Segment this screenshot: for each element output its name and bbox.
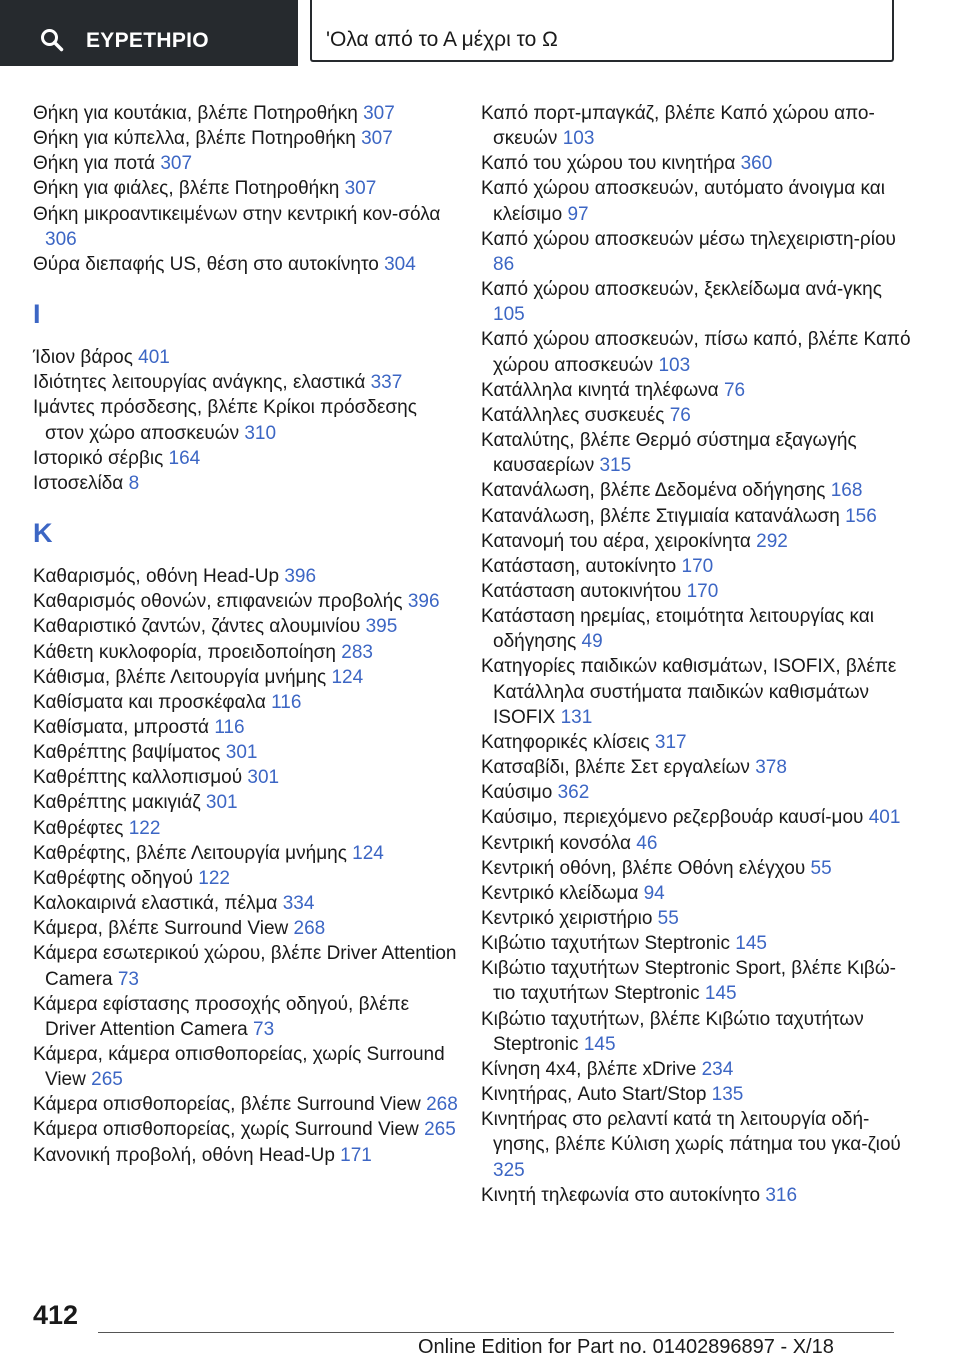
- index-entry-text: Κεντρικό χειριστήριο: [481, 908, 658, 929]
- index-entry-text: Καθρέπτης βαψίματος: [33, 742, 226, 764]
- index-entry-text: Καύσιμο: [481, 782, 558, 804]
- index-entry: [33, 370, 458, 395]
- page-link[interactable]: 268: [426, 1094, 458, 1116]
- index-entry: [33, 740, 458, 765]
- index-entry-text: Κάθισμα, βλέπε Λειτουργία μνήμης: [33, 666, 332, 688]
- page-link[interactable]: 306: [45, 228, 77, 250]
- search-icon: [40, 28, 64, 52]
- index-entry-text: Καθρέφτης, βλέπε Λειτουργία μνήμης: [33, 842, 353, 864]
- index-entry: [481, 805, 911, 830]
- page-link[interactable]: 122: [128, 817, 161, 839]
- index-entry: [33, 841, 458, 866]
- index-entry: [33, 345, 458, 370]
- index-entry-text: Κατηφορικές κλίσεις: [481, 731, 655, 753]
- page-link[interactable]: 116: [214, 716, 245, 738]
- index-entry-text: Θήκη για φιάλες, βλέπε Ποτηροθήκη: [33, 178, 345, 200]
- page-link[interactable]: 401: [138, 347, 170, 369]
- index-entry-text: Καλοκαιρινά ελαστικά, πέλμα: [33, 893, 283, 915]
- index-entry-text: Κιβώτιο ταχυτήτων Steptronic: [481, 933, 736, 955]
- index-entry: [481, 1057, 911, 1082]
- index-entry: [481, 504, 911, 529]
- index-entry: [481, 478, 911, 503]
- page-link[interactable]: 116: [271, 691, 302, 713]
- page-link[interactable]: 170: [686, 580, 719, 602]
- index-entry: [33, 916, 458, 941]
- index-entry-text: Κάθετη κυκλοφορία, προειδοποίηση: [33, 641, 342, 663]
- index-entry-text: Κατάσταση, αυτοκίνητο: [481, 555, 682, 577]
- index-entry: [481, 755, 911, 780]
- index-entry-text: Θύρα διεπαφής US, θέση στο αυτοκίνητο: [33, 253, 385, 275]
- page-link[interactable]: 131: [560, 706, 593, 728]
- index-entry-text: Θήκη μικροαντικειμένων στην κεντρική κον‐σόλα: [33, 203, 441, 225]
- index-entry: [481, 1183, 911, 1208]
- page-link[interactable]: 168: [830, 480, 863, 502]
- page-link[interactable]: 396: [284, 566, 317, 588]
- index-entry-text: Κανονική προβολή, οθόνη Head-Up: [33, 1144, 341, 1166]
- page-link[interactable]: 310: [244, 422, 277, 444]
- index-entry: [33, 126, 458, 151]
- index-entry: [33, 614, 458, 639]
- page-link[interactable]: 76: [669, 404, 691, 426]
- subtitle-tab: [310, 0, 894, 62]
- subtitle-label: 'Ολα από το Α μέχρι το Ω: [326, 28, 558, 51]
- page-link[interactable]: 317: [654, 731, 687, 753]
- index-entry: [33, 765, 458, 790]
- page-link[interactable]: 307: [363, 103, 395, 124]
- page-link[interactable]: 265: [424, 1119, 456, 1141]
- index-entry-text: Καπό χώρου αποσκευών μέσω τηλεχειριστη‐ρίου: [481, 228, 896, 250]
- page-link[interactable]: 8: [128, 472, 140, 494]
- index-entry-text: Κάμερα, βλέπε Surround View: [33, 918, 294, 940]
- page-link[interactable]: 337: [370, 372, 403, 394]
- index-entry-text: Καθρέφτες: [33, 817, 129, 839]
- index-entry-text: Καπό χώρου αποσκευών, ξεκλείδωμα ανά‐γκης: [481, 279, 882, 301]
- index-entry: [481, 730, 911, 755]
- page-link[interactable]: 234: [701, 1058, 734, 1080]
- index-entry: [33, 790, 458, 815]
- index-entry-text: Κιβώτιο ταχυτήτων Steptronic Sport, βλέπε Κιβώ‐τιο ταχυτήτων Steptronic: [481, 958, 897, 1005]
- index-entry: [33, 252, 458, 277]
- index-entry: [481, 604, 911, 654]
- page-link[interactable]: 307: [361, 128, 393, 150]
- page-link[interactable]: 292: [756, 530, 788, 552]
- index-entry: [33, 866, 458, 891]
- page-link[interactable]: 307: [160, 153, 193, 175]
- index-entry: [33, 471, 458, 496]
- index-entry: [481, 227, 911, 277]
- page-header: [0, 0, 960, 66]
- index-entry-text: Κατάσταση ηρεμίας, ετοιμότητα λειτουργίας και οδήγησης: [481, 606, 874, 653]
- page-link[interactable]: 86: [493, 253, 515, 275]
- index-entry-text: Κατανάλωση, βλέπε Δεδομένα οδήγησης: [481, 480, 831, 502]
- index-entry-text: Καθρέφτης οδηγού: [33, 867, 199, 889]
- index-entry: [481, 403, 911, 428]
- index-entry-text: Κάμερα οπισθοπορείας, χωρίς Surround View: [33, 1119, 425, 1141]
- page-link[interactable]: 94: [643, 882, 665, 904]
- index-entry-text: Κατηγορίες παιδικών καθισμάτων, ISOFIX, βλέπε Κατάλληλα συστήματα παιδικών καθισμάτων ISOFIX: [481, 656, 897, 728]
- page-link[interactable]: 265: [91, 1069, 123, 1091]
- index-entry: [33, 589, 458, 614]
- page-link[interactable]: 55: [657, 908, 679, 929]
- index-entry-text: Ιμάντες πρόσδεσης, βλέπε Κρίκοι πρόσδεσης στον χώρο αποσκευών: [33, 397, 417, 444]
- header-rule: [0, 64, 298, 66]
- index-entry-text: Καθρέπτης καλλοπισμού: [33, 767, 248, 789]
- index-entry-text: Κατάσταση αυτοκινήτου: [481, 580, 687, 602]
- page-link[interactable]: 171: [340, 1144, 372, 1166]
- index-entry-text: Κατανομή του αέρα, χειροκίνητα: [481, 530, 757, 552]
- page-link[interactable]: 156: [845, 505, 877, 527]
- page-link[interactable]: 145: [704, 983, 737, 1005]
- page-link[interactable]: 307: [344, 178, 377, 200]
- index-entry: [33, 816, 458, 841]
- index-entry: [481, 931, 911, 956]
- index-entry-text: Θήκη για κύπελλα, βλέπε Ποτηροθήκη: [33, 128, 362, 150]
- index-entry-text: Καταλύτης, βλέπε Θερμό σύστημα εξαγωγής καυσαερίων: [481, 430, 857, 477]
- index-entry: [481, 529, 911, 554]
- index-entry-text: Καθρέπτης μακιγιάζ: [33, 792, 206, 814]
- index-entry-text: Κάμερα, κάμερα οπισθοπορείας, χωρίς Surround View: [33, 1044, 445, 1091]
- index-entry: [481, 856, 911, 881]
- page-link[interactable]: 378: [755, 757, 787, 779]
- index-entry: [33, 640, 458, 665]
- page-number: 412: [33, 1300, 79, 1330]
- index-entry: [481, 780, 911, 805]
- index-entry-text: Ιστορικό σέρβις: [33, 447, 169, 469]
- index-entry: [481, 101, 911, 151]
- index-entry: [481, 327, 911, 377]
- index-entry-text: Κατάλληλα κινητά τηλέφωνα: [481, 379, 724, 401]
- index-entry: [481, 277, 911, 327]
- index-entry: [481, 1082, 911, 1107]
- index-entry: [33, 1042, 458, 1092]
- index-entry-text: Κινητή τηλεφωνία στο αυτοκίνητο: [481, 1184, 766, 1206]
- page-link[interactable]: 105: [493, 304, 525, 326]
- index-entry: [33, 891, 458, 916]
- page-link[interactable]: 135: [711, 1084, 744, 1106]
- index-entry-text: Καθίσματα, μπροστά: [33, 716, 215, 738]
- index-column-right: [481, 101, 911, 1208]
- index-entry-text: Κατάλληλες συσκευές: [481, 404, 670, 426]
- index-entry: [33, 564, 458, 589]
- index-entry: [481, 956, 911, 1006]
- page-link[interactable]: 124: [352, 842, 384, 864]
- index-entry: [33, 395, 458, 445]
- index-entry-text: Κίνηση 4x4, βλέπε xDrive: [481, 1058, 702, 1080]
- index-entry: [33, 665, 458, 690]
- index-entry: [33, 151, 458, 176]
- page-link[interactable]: 46: [636, 832, 658, 854]
- page-link[interactable]: 55: [810, 857, 832, 879]
- section-letter: Κ: [33, 518, 53, 549]
- index-entry: [481, 176, 911, 226]
- index-entry: [33, 101, 458, 126]
- index-entry: [33, 715, 458, 740]
- page-link[interactable]: 396: [407, 591, 440, 613]
- page-link[interactable]: 103: [562, 128, 595, 150]
- index-entry: [481, 554, 911, 579]
- index-entry-text: Κινητήρας, Auto Start/Stop: [481, 1084, 712, 1106]
- index-entry: [33, 202, 458, 252]
- index-entry-text: Κεντρικό κλείδωμα: [481, 882, 644, 904]
- index-entry-text: Κάμερα εφίστασης προσοχής οδηγού, βλέπε Driver Attention Camera: [33, 993, 410, 1040]
- index-entry-text: Κιβώτιο ταχυτήτων, βλέπε Κιβώτιο ταχυτήτων Steptronic: [481, 1008, 864, 1055]
- page-link[interactable]: 360: [740, 153, 773, 175]
- page-link[interactable]: 362: [557, 782, 590, 804]
- page-link[interactable]: 304: [384, 253, 416, 275]
- page-link[interactable]: 49: [581, 631, 603, 653]
- index-entry: [481, 378, 911, 403]
- index-entry-text: Καθαρισμός οθονών, επιφανειών προβολής: [33, 591, 408, 613]
- index-entry-text: Καπό χώρου αποσκευών, αυτόματο άνοιγμα και κλείσιμο: [481, 178, 886, 225]
- index-entry-text: Κάμερα οπισθοπορείας, βλέπε Surround View: [33, 1094, 427, 1116]
- page-link[interactable]: 301: [205, 792, 238, 814]
- index-entry: [481, 428, 911, 478]
- page-link[interactable]: 401: [868, 807, 901, 829]
- index-entry-text: Κινητήρας στο ρελαντί κατά τη λειτουργία οδή‐γησης, βλέπε Κύλιση χωρίς πάτημα του γκα‐ζιού: [481, 1109, 901, 1156]
- page-link[interactable]: 315: [599, 455, 632, 477]
- index-entry-text: Ιδιότητες λειτουργίας ανάγκης, ελαστικά: [33, 372, 371, 394]
- footer-rule: [98, 1332, 894, 1333]
- index-entry-text: Θήκη για κουτάκια, βλέπε Ποτηροθήκη: [33, 103, 364, 124]
- index-entry: [481, 906, 911, 931]
- index-tab-label: ΕΥΡΕΤΗΡΙΟ: [86, 29, 209, 52]
- index-entry: [481, 881, 911, 906]
- index-entry: [481, 1007, 911, 1057]
- index-entry: [33, 1143, 458, 1168]
- index-entry: [481, 151, 911, 176]
- page-link[interactable]: 73: [253, 1018, 275, 1040]
- index-entry: [481, 831, 911, 856]
- index-entry-text: Ιστοσελίδα: [33, 472, 129, 494]
- index-entry: [33, 941, 458, 991]
- index-entry-text: Καπό χώρου αποσκευών, πίσω καπό, βλέπε Καπό χώρου αποσκευών: [481, 329, 911, 376]
- index-entry-text: Καθίσματα και προσκέφαλα: [33, 691, 272, 713]
- index-entry-text: Κεντρική οθόνη, βλέπε Οθόνη ελέγχου: [481, 857, 811, 879]
- section-letter: Ι: [33, 299, 41, 330]
- index-tab[interactable]: [0, 0, 298, 64]
- page-link[interactable]: 268: [293, 918, 326, 940]
- index-entry-text: Κατσαβίδι, βλέπε Σετ εργαλείων: [481, 757, 756, 779]
- index-entry: [33, 446, 458, 471]
- page-link[interactable]: 145: [735, 933, 767, 955]
- index-entry-text: Καύσιμο, περιεχόμενο ρεζερβουάρ καυσί‐μου: [481, 807, 869, 829]
- page-link[interactable]: 145: [583, 1033, 616, 1055]
- index-entry-text: Καθαριστικό ζαντών, ζάντες αλουμινίου: [33, 616, 366, 638]
- page-link[interactable]: 164: [168, 447, 201, 469]
- page-link[interactable]: 97: [567, 203, 589, 225]
- page-link[interactable]: 325: [493, 1159, 525, 1181]
- page-link[interactable]: 301: [247, 767, 280, 789]
- index-entry: [33, 1117, 458, 1142]
- page-link[interactable]: 73: [117, 968, 139, 990]
- page-link[interactable]: 122: [198, 867, 230, 889]
- index-entry-text: Κεντρική κονσόλα: [481, 832, 637, 854]
- index-entry-text: Ίδιον βάρος: [33, 347, 139, 369]
- page-link[interactable]: 170: [681, 555, 714, 577]
- index-entry: [33, 992, 458, 1042]
- page-link[interactable]: 124: [331, 666, 364, 688]
- page-link[interactable]: 316: [765, 1184, 798, 1206]
- index-entry: [33, 690, 458, 715]
- index-entry: [481, 1107, 911, 1182]
- edition-note: Online Edition for Part no. 01402896897 - X/18: [418, 1336, 834, 1358]
- index-entry: [481, 579, 911, 604]
- page-link[interactable]: 301: [225, 742, 258, 764]
- index-entry-text: Καπό πορτ-μπαγκάζ, βλέπε Καπό χώρου απο‐σκευών: [481, 103, 875, 150]
- index-entry-text: Καθαρισμός, οθόνη Head-Up: [33, 566, 285, 588]
- index-entry-text: Θήκη για ποτά: [33, 153, 161, 175]
- page-link[interactable]: 395: [365, 616, 398, 638]
- index-entry-text: Κάμερα εσωτερικού χώρου, βλέπε Driver Attention Camera: [33, 943, 457, 990]
- index-entry: [33, 1092, 458, 1117]
- index-entry: [33, 176, 458, 201]
- index-entry: [481, 654, 911, 729]
- page-link[interactable]: 76: [723, 379, 746, 401]
- index-entry-text: Καπό του χώρου του κινητήρα: [481, 153, 741, 175]
- page-link[interactable]: 103: [658, 354, 691, 376]
- index-entry-text: Κατανάλωση, βλέπε Στιγμιαία κατανάλωση: [481, 505, 846, 527]
- page-link[interactable]: 283: [341, 641, 373, 663]
- index-column-left: [33, 101, 458, 1168]
- page-link[interactable]: 334: [282, 893, 315, 915]
